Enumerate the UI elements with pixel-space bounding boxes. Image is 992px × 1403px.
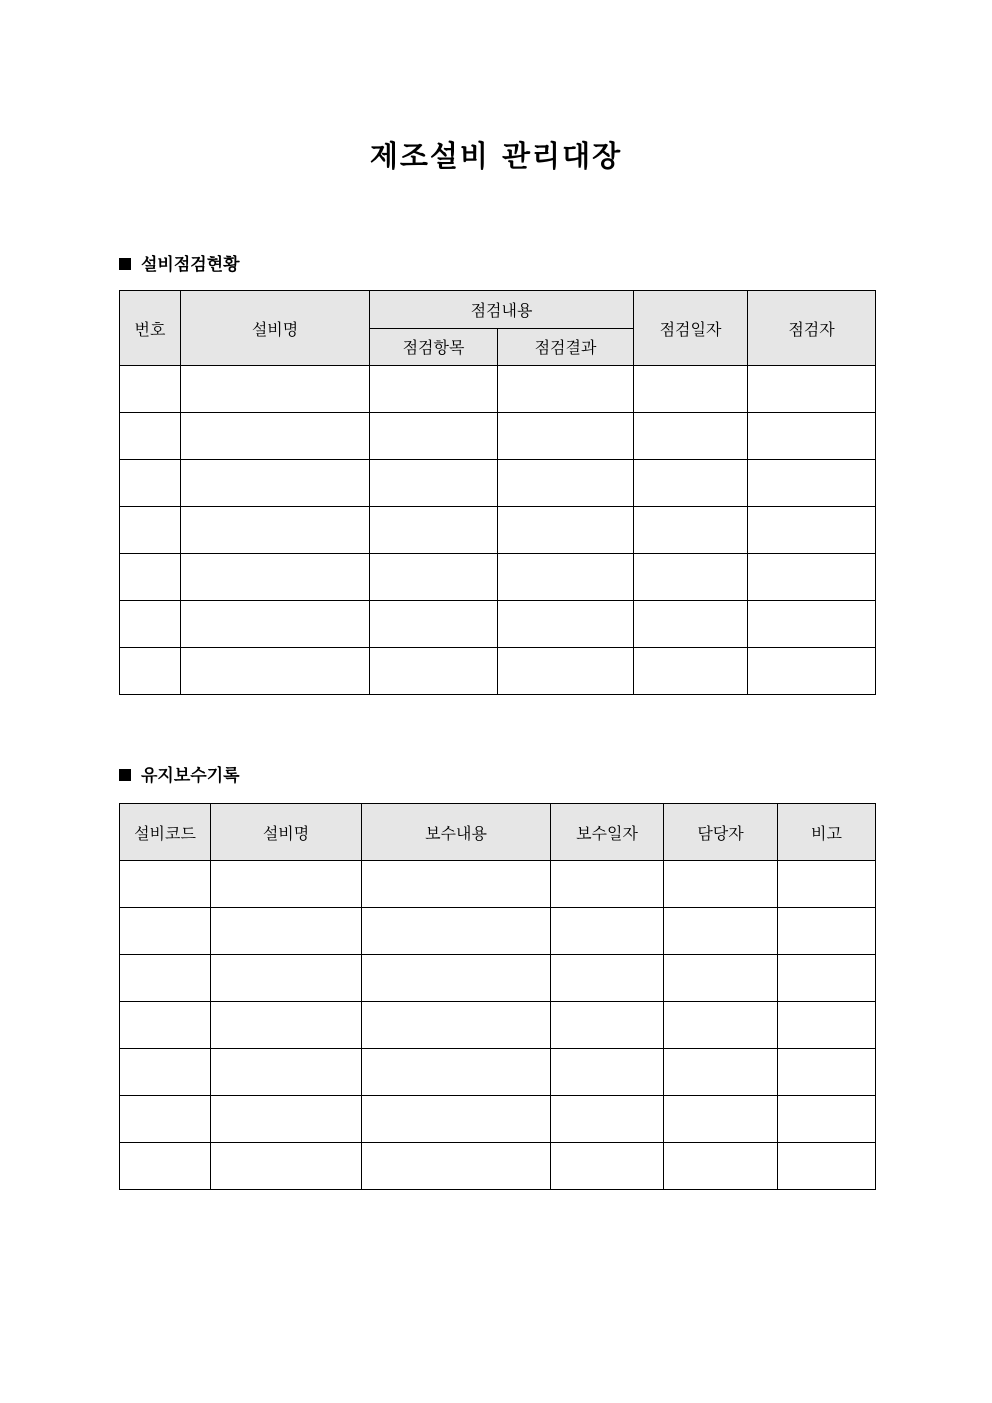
- table-cell[interactable]: [551, 1096, 664, 1143]
- table-cell[interactable]: [634, 648, 748, 695]
- table-cell[interactable]: [498, 413, 634, 460]
- table-cell[interactable]: [748, 648, 876, 695]
- table-cell[interactable]: [211, 861, 362, 908]
- table-cell[interactable]: [120, 507, 181, 554]
- table-cell[interactable]: [634, 507, 748, 554]
- table-cell[interactable]: [498, 554, 634, 601]
- table-cell[interactable]: [498, 460, 634, 507]
- table-cell[interactable]: [634, 601, 748, 648]
- table-cell[interactable]: [778, 1002, 876, 1049]
- table-cell[interactable]: [120, 554, 181, 601]
- maintenance-table-body: [120, 861, 876, 1190]
- section-heading-inspection: [119, 253, 240, 277]
- table-cell[interactable]: [120, 861, 211, 908]
- header-equipment-code: 설비코드: [120, 804, 211, 861]
- table-cell[interactable]: [120, 413, 181, 460]
- table-cell[interactable]: [370, 366, 498, 413]
- table-cell[interactable]: [551, 908, 664, 955]
- table-cell[interactable]: [551, 1143, 664, 1190]
- table-row: [120, 648, 876, 695]
- table-cell[interactable]: [778, 908, 876, 955]
- header-no: 번호: [120, 291, 181, 366]
- table-cell[interactable]: [634, 413, 748, 460]
- section-heading-maintenance-label: 유지보수기록: [141, 766, 240, 786]
- document-title: 제조설비 관리대장: [369, 139, 623, 173]
- table-row: [120, 460, 876, 507]
- table-cell[interactable]: [498, 648, 634, 695]
- table-cell[interactable]: [181, 366, 370, 413]
- header-inspection-content: 점검내용: [370, 291, 634, 329]
- table-cell[interactable]: [551, 1049, 664, 1096]
- table-cell[interactable]: [120, 1096, 211, 1143]
- header-equipment-name: 설비명: [211, 804, 362, 861]
- table-cell[interactable]: [211, 1096, 362, 1143]
- table-cell[interactable]: [120, 1143, 211, 1190]
- table-cell[interactable]: [362, 1143, 551, 1190]
- table-cell[interactable]: [748, 460, 876, 507]
- table-cell[interactable]: [551, 955, 664, 1002]
- header-inspector: 점검자: [748, 291, 876, 366]
- table-row: [120, 1002, 876, 1049]
- header-repair-content: 보수내용: [362, 804, 551, 861]
- table-row: [120, 908, 876, 955]
- table-cell[interactable]: [664, 861, 778, 908]
- square-bullet-icon: [119, 769, 131, 781]
- table-cell[interactable]: [181, 460, 370, 507]
- section-heading-maintenance: [119, 764, 240, 788]
- table-cell[interactable]: [748, 413, 876, 460]
- table-cell[interactable]: [748, 554, 876, 601]
- table-cell[interactable]: [778, 861, 876, 908]
- inspection-table: [119, 290, 876, 695]
- table-cell[interactable]: [778, 1143, 876, 1190]
- table-cell[interactable]: [664, 1096, 778, 1143]
- table-cell[interactable]: [181, 554, 370, 601]
- table-cell[interactable]: [362, 955, 551, 1002]
- table-cell[interactable]: [370, 554, 498, 601]
- table-cell[interactable]: [664, 1049, 778, 1096]
- maintenance-header-row: [120, 804, 876, 861]
- header-inspection-result: 점검결과: [498, 328, 634, 366]
- table-cell[interactable]: [551, 861, 664, 908]
- section-heading-inspection-label: 설비점검현황: [141, 255, 240, 275]
- table-cell[interactable]: [120, 648, 181, 695]
- table-cell[interactable]: [748, 601, 876, 648]
- table-cell[interactable]: [211, 1002, 362, 1049]
- table-row: [120, 1096, 876, 1143]
- header-remarks: 비고: [778, 804, 876, 861]
- table-cell[interactable]: [181, 648, 370, 695]
- header-inspection-item: 점검항목: [370, 328, 498, 366]
- table-cell[interactable]: [634, 554, 748, 601]
- table-cell[interactable]: [664, 1143, 778, 1190]
- table-cell[interactable]: [181, 413, 370, 460]
- table-cell[interactable]: [211, 955, 362, 1002]
- table-cell[interactable]: [120, 1049, 211, 1096]
- inspection-table-body: [120, 366, 876, 695]
- table-cell[interactable]: [211, 1049, 362, 1096]
- table-row: [120, 955, 876, 1002]
- header-person-in-charge: 담당자: [664, 804, 778, 861]
- table-cell[interactable]: [370, 460, 498, 507]
- table-cell[interactable]: [370, 413, 498, 460]
- table-cell[interactable]: [120, 366, 181, 413]
- square-bullet-icon: [119, 258, 131, 270]
- maintenance-table: [119, 803, 876, 1190]
- table-row: [120, 861, 876, 908]
- header-equipment-name: 설비명: [181, 291, 370, 366]
- table-cell[interactable]: [362, 1049, 551, 1096]
- table-cell[interactable]: [120, 601, 181, 648]
- header-repair-date: 보수일자: [551, 804, 664, 861]
- table-cell[interactable]: [748, 507, 876, 554]
- table-cell[interactable]: [664, 908, 778, 955]
- table-cell[interactable]: [211, 908, 362, 955]
- inspection-header-row: [120, 291, 876, 329]
- table-cell[interactable]: [120, 460, 181, 507]
- table-cell[interactable]: [181, 601, 370, 648]
- table-row: [120, 554, 876, 601]
- table-cell[interactable]: [120, 1002, 211, 1049]
- table-row: [120, 413, 876, 460]
- table-row: [120, 601, 876, 648]
- table-row: [120, 507, 876, 554]
- table-cell[interactable]: [664, 1002, 778, 1049]
- table-cell[interactable]: [664, 955, 778, 1002]
- table-row: [120, 366, 876, 413]
- table-cell[interactable]: [778, 955, 876, 1002]
- table-cell[interactable]: [634, 460, 748, 507]
- table-cell[interactable]: [181, 507, 370, 554]
- header-inspection-date: 점검일자: [634, 291, 748, 366]
- table-cell[interactable]: [370, 601, 498, 648]
- table-cell[interactable]: [498, 366, 634, 413]
- table-cell[interactable]: [362, 1096, 551, 1143]
- table-cell[interactable]: [362, 861, 551, 908]
- table-cell[interactable]: [370, 648, 498, 695]
- table-row: [120, 1049, 876, 1096]
- table-cell[interactable]: [362, 1002, 551, 1049]
- table-cell[interactable]: [211, 1143, 362, 1190]
- table-cell[interactable]: [551, 1002, 664, 1049]
- table-cell[interactable]: [748, 366, 876, 413]
- table-cell[interactable]: [778, 1096, 876, 1143]
- table-cell[interactable]: [778, 1049, 876, 1096]
- table-cell[interactable]: [120, 955, 211, 1002]
- table-cell[interactable]: [362, 908, 551, 955]
- table-row: [120, 1143, 876, 1190]
- table-cell[interactable]: [120, 908, 211, 955]
- table-cell[interactable]: [498, 601, 634, 648]
- table-cell[interactable]: [498, 507, 634, 554]
- table-cell[interactable]: [634, 366, 748, 413]
- table-cell[interactable]: [370, 507, 498, 554]
